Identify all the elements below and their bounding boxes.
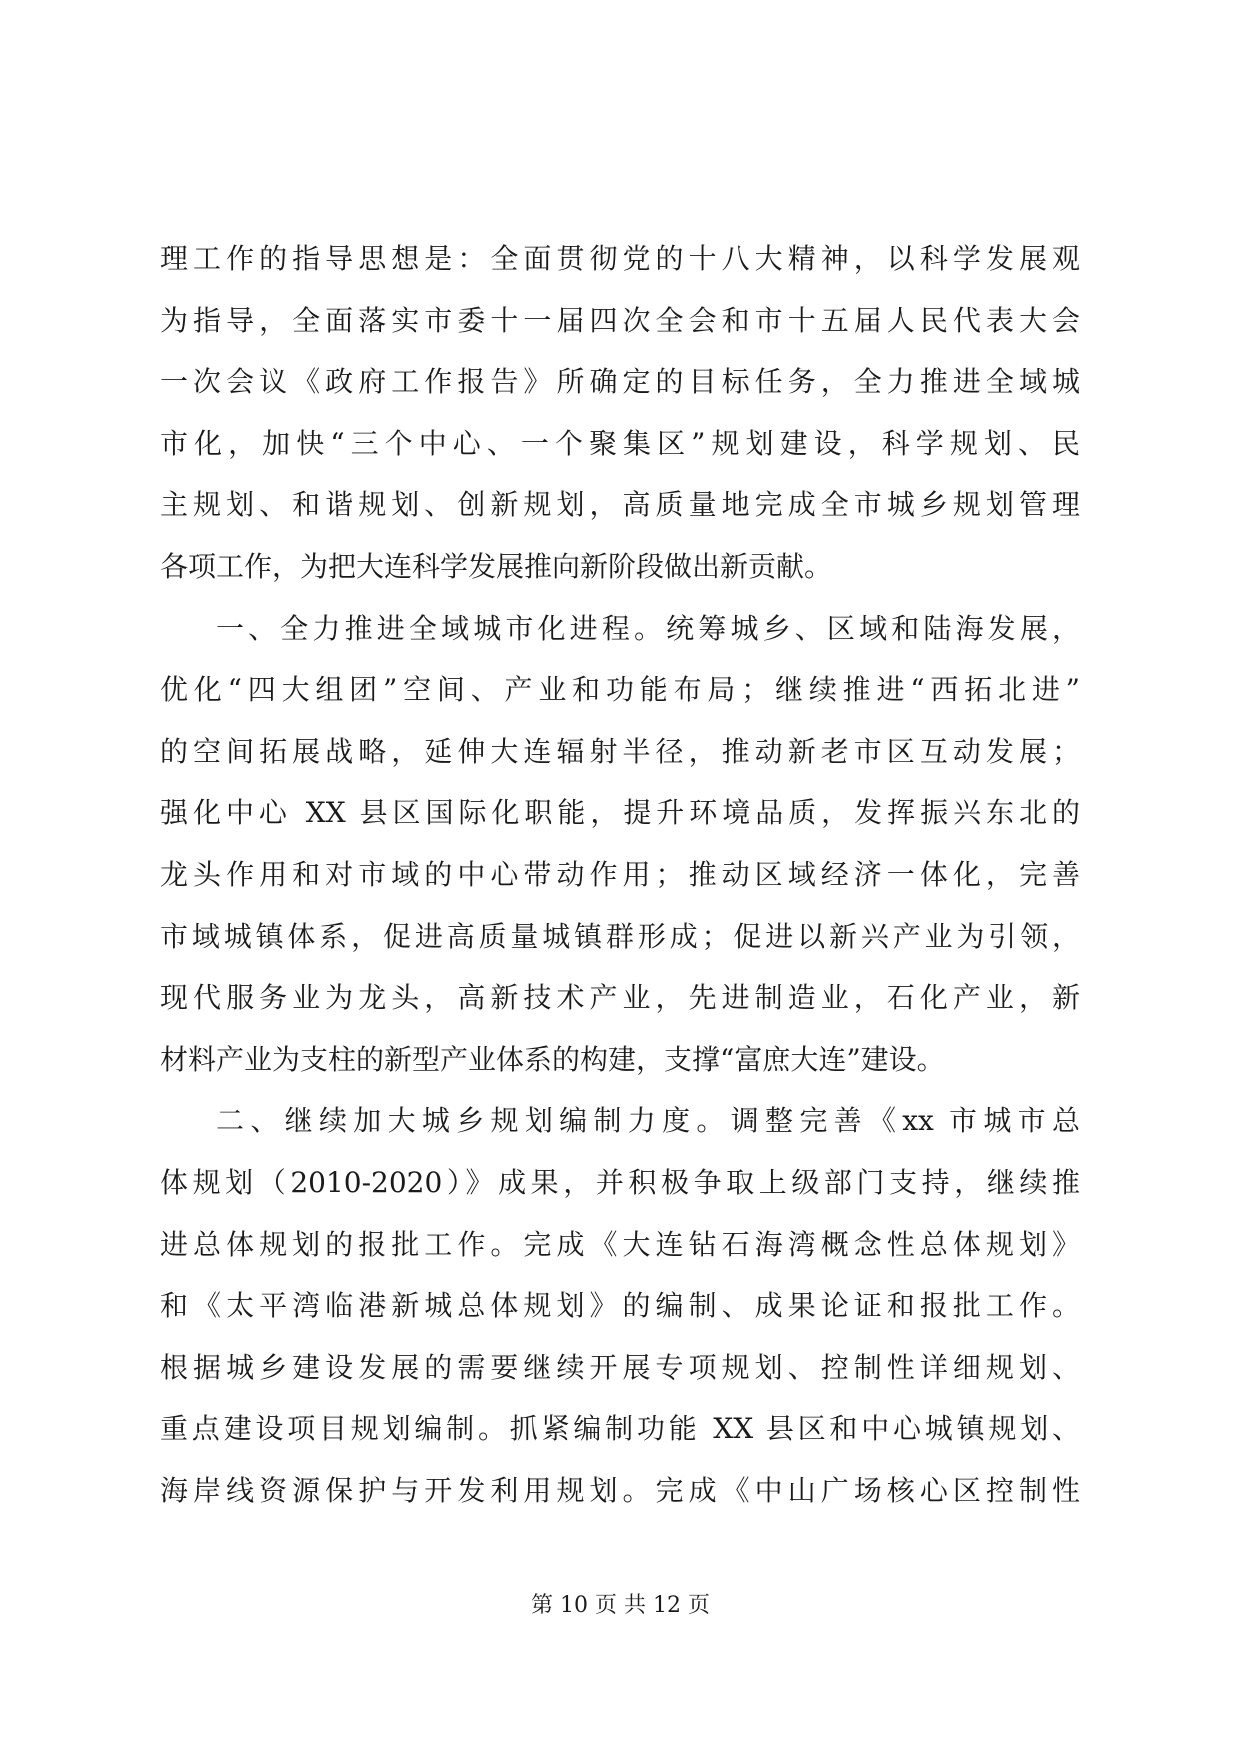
text-line: 重点建设项目规划编制。抓紧编制功能 XX 县区和中心城镇规划、: [160, 1412, 1080, 1446]
text-line: 理工作的指导思想是：全面贯彻党的十八大精神，以科学发展观: [160, 242, 1080, 275]
text-line: 主规划、和谐规划、创新规划，高质量地完成全市城乡规划管理: [160, 488, 1080, 522]
text-line: 强化中心 XX 县区国际化职能，提升环境品质，发挥振兴东北的: [160, 796, 1080, 830]
text-line: 进总体规划的报批工作。完成《大连钻石海湾概念性总体规划》: [160, 1227, 1080, 1261]
text-line: 现代服务业为龙头，高新技术产业，先进制造业，石化产业，新: [160, 981, 1080, 1015]
text-line: 二、继续加大城乡规划编制力度。调整完善《xx 市城市总: [216, 1104, 1080, 1138]
text-line: 的空间拓展战略，延伸大连辐射半径，推动新老市区互动发展；: [160, 734, 1080, 768]
text-line: 龙头作用和对市域的中心带动作用；推动区域经济一体化，完善: [160, 857, 1080, 891]
text-line: 材料产业为支柱的新型产业体系的构建，支撑“富庶大连”建设。: [160, 1042, 945, 1076]
text-line: 一、全力推进全域城市化进程。统筹城乡、区域和陆海发展，: [216, 611, 1080, 645]
text-line: 市域城镇体系，促进高质量城镇群形成；促进以新兴产业为引领，: [160, 919, 1080, 953]
text-line: 根据城乡建设发展的需要继续开展专项规划、控制性详细规划、: [160, 1350, 1080, 1384]
text-line: 和《太平湾临港新城总体规划》的编制、成果论证和报批工作。: [160, 1289, 1080, 1323]
text-line: 优化“四大组团”空间、产业和功能布局；继续推进“西拓北进”: [160, 673, 1080, 707]
text-line: 海岸线资源保护与开发利用规划。完成《中山广场核心区控制性: [160, 1473, 1080, 1507]
page-footer: 第 10 页 共 12 页: [531, 1593, 710, 1618]
text-line: 体规划（2010-2020）》成果，并积极争取上级部门支持，继续推: [160, 1165, 1080, 1199]
document-body: [160, 228, 1080, 1521]
text-line: 一次会议《政府工作报告》所确定的目标任务，全力推进全域城: [160, 365, 1080, 399]
text-line: 市化，加快“三个中心、一个聚集区”规划建设，科学规划、民: [160, 426, 1080, 460]
text-line: 为指导，全面落实市委十一届四次全会和市十五届人民代表大会: [160, 303, 1080, 337]
text-line: 各项工作，为把大连科学发展推向新阶段做出新贡献。: [160, 549, 833, 583]
